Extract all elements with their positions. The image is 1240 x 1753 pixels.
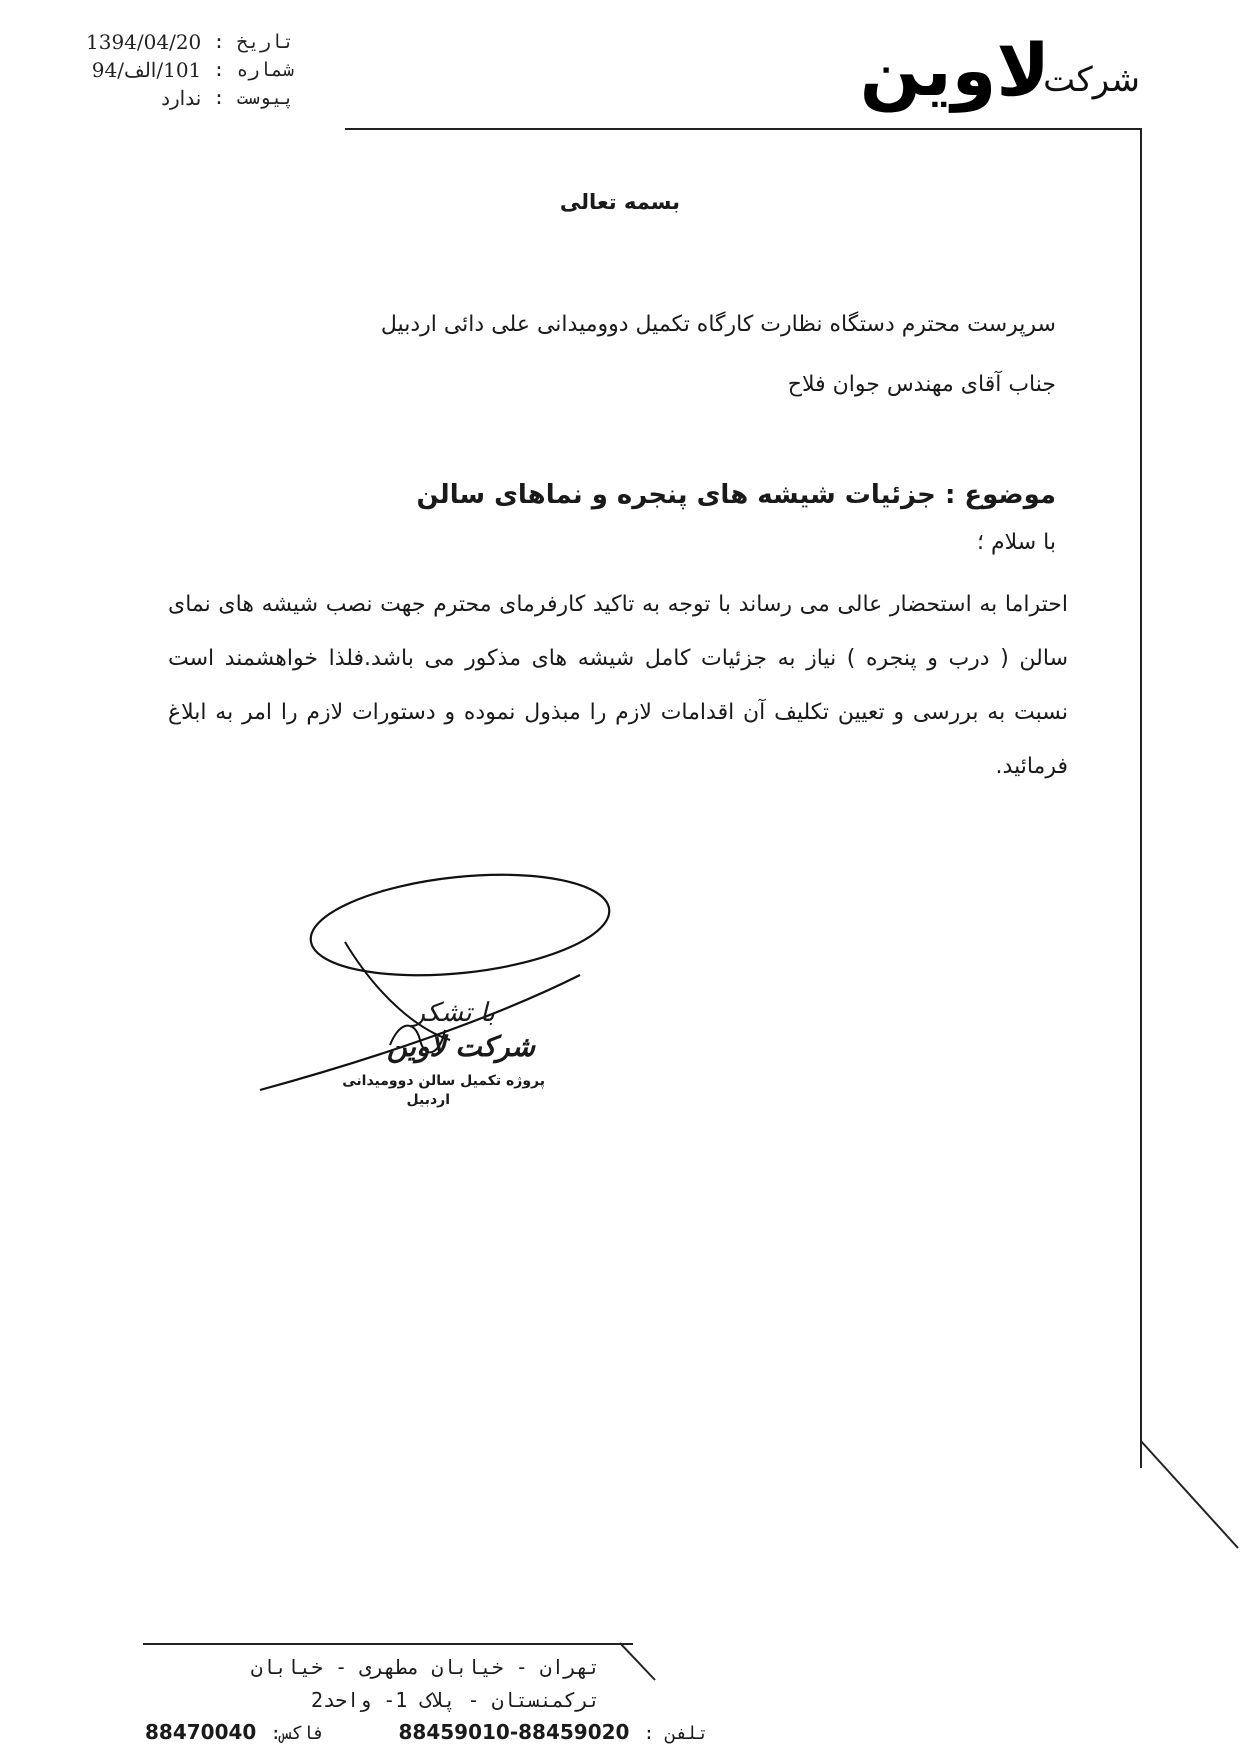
meta-number [86,56,294,84]
meta-date-value: 1394/04/20 [86,30,202,54]
stamp-company: شرکت لاوین [386,1030,535,1063]
footer-address-line-1: تهران - خیابان مطهری - خیابان [250,1655,600,1679]
frame-corner-slant [1140,1440,1240,1550]
meta-date [86,28,294,56]
company-label: شرکت [1043,60,1140,100]
meta-number-label: شماره [236,59,294,81]
company-name-logo: لاوین [859,28,1050,112]
meta-number-value: 101/الف/94 [91,58,202,82]
recipient-line-1: سرپرست محترم دستگاه نظارت کارگاه تکمیل دوومیدانی علی دائی اردبیل [380,312,1056,337]
phone-label: تلفن : [643,1723,709,1744]
meta-attachment-value: ندارد [161,86,202,110]
letter-body: احتراما به استحضار عالی می رساند با توجه به تاکید کارفرمای محترم جهت نصب شیشه های نمای سالن ( درب و پنجره ) نیاز به جزئیات کامل شیشه های مذکور می باشد.فلذا خواهشمند است نسبت به بررسی و تعیین تکلیف آن اقدامات لازم را مبذول نموده و دستورات لازم را امر به ابلاغ فرمائید. [168,592,1068,779]
stamp-city: اردبیل [406,1092,450,1108]
footer-address-line-2: ترکمنستان - پلاک 1- واحد2 [311,1688,600,1712]
fax-label: فاکس: [270,1723,325,1744]
footer-line [143,1643,633,1645]
signature-scribble [250,870,670,1100]
phone-number: 88459010-88459020 [398,1720,630,1744]
footer-contact [145,1720,709,1744]
footer-slant [620,1642,660,1682]
letter-subject: موضوع : جزئیات شیشه های پنجره و نماهای سالن [416,480,1056,510]
meta-separator: : [213,59,225,81]
meta-separator: : [213,31,225,53]
signature-thanks: با تشکر [412,998,495,1028]
fax-number: 88470040 [145,1720,257,1744]
letter-meta [86,28,294,112]
meta-attachment-label: پیوست [236,87,294,109]
frame-top-line [345,128,1142,130]
invocation: بسمه تعالی [559,190,681,214]
stamp-project: پروژه تکمیل سالن دوومیدانی [342,1073,545,1089]
meta-separator: : [213,87,225,109]
greeting: با سلام ؛ [977,530,1056,555]
meta-attachment [86,84,294,112]
recipient-line-2: جناب آقای مهندس جوان فلاح [787,372,1056,397]
meta-date-label: تاریخ [236,31,294,53]
frame-right-line [1140,128,1142,1468]
